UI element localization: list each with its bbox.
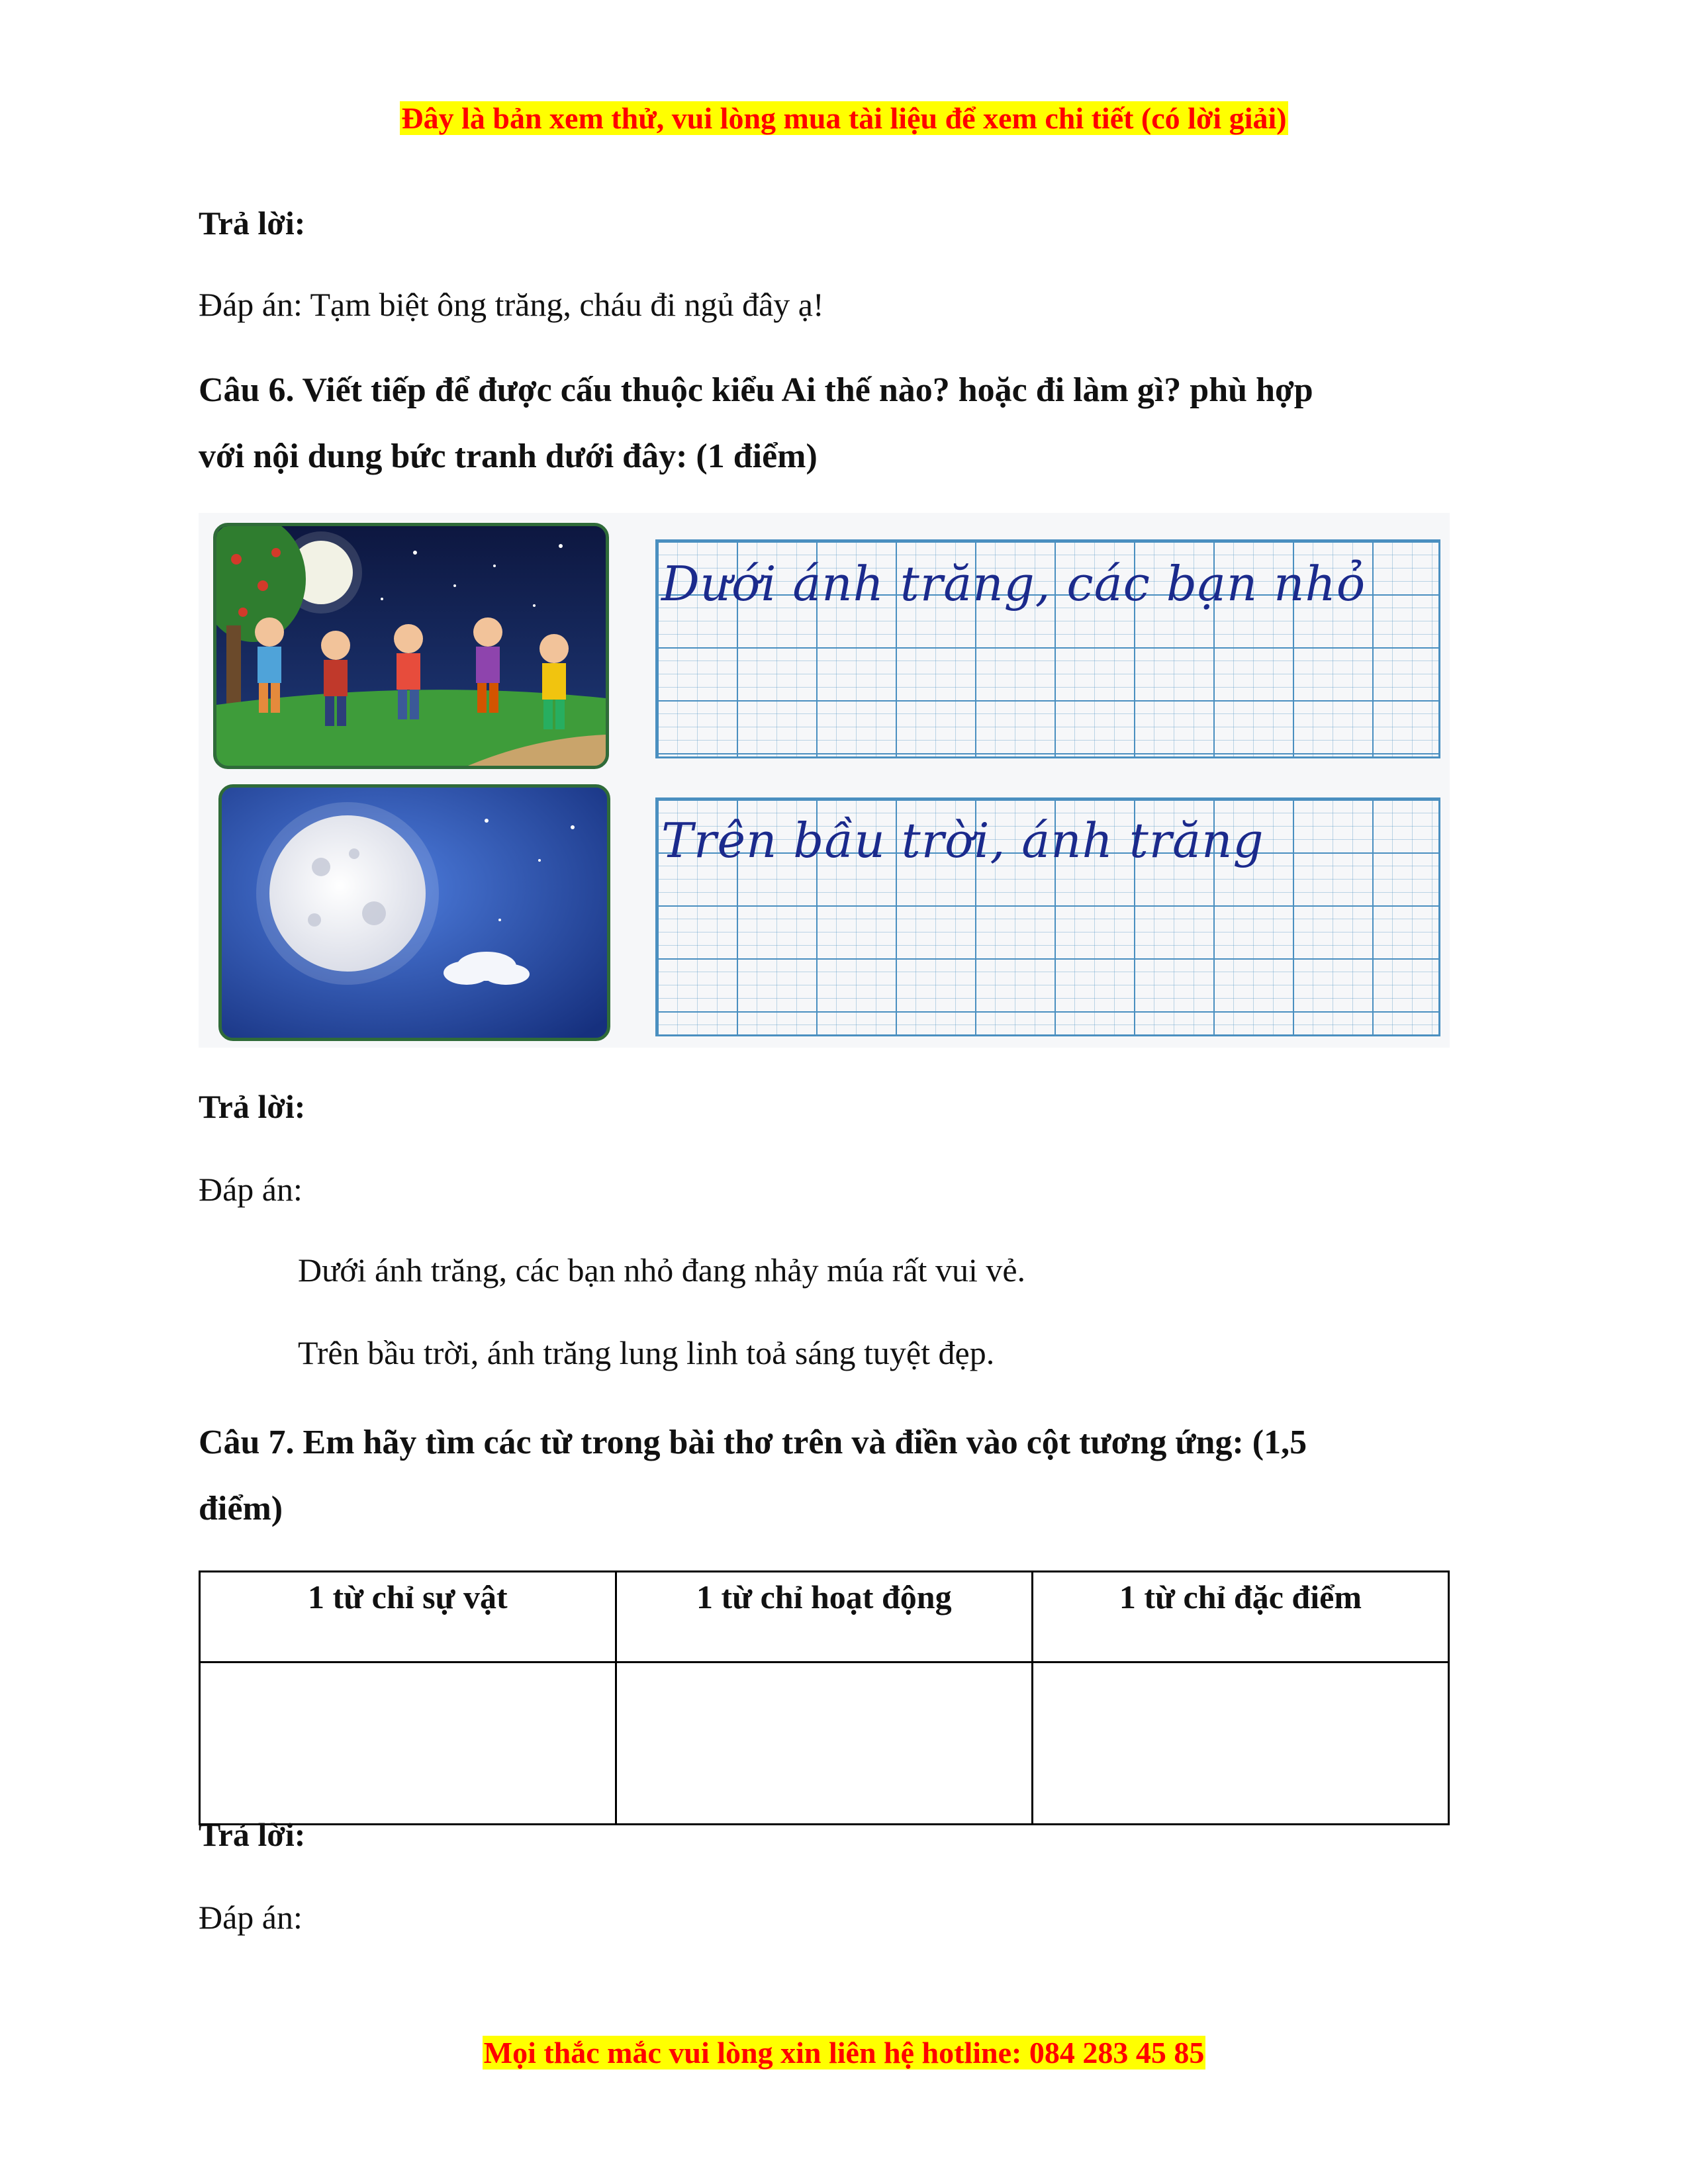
question-6-illustration [199,513,1450,1048]
handwriting-line-2: Trên bầu trời, ánh trăng [661,813,1264,868]
word-table [199,1570,1450,1825]
answer-label-2: Trả lời: [199,1088,306,1125]
table-cell[interactable] [1032,1662,1448,1825]
question-7-line-2: điểm) [199,1490,283,1527]
footer-notice [0,2035,1688,2070]
table-row [200,1662,1449,1825]
handwriting-line-1: Dưới ánh trăng, các bạn nhỏ [661,556,1366,612]
table-cell[interactable] [616,1662,1032,1825]
answer-label-text-2: Đáp án: [199,1171,303,1208]
dancing-children-picture [213,523,609,769]
writing-grid-top [655,539,1440,758]
full-moon-scene [222,788,607,1038]
question-6 [199,357,1456,490]
question-7-line-1: Câu 7. Em hãy tìm các từ trong bài thơ trên và điền vào cột tương ứng: (1,5 [199,1424,1307,1461]
answer-label: Trả lời: [199,205,306,242]
dancing-children-scene [216,526,606,766]
table-header-cell: 1 từ chỉ đặc điểm [1032,1572,1448,1662]
answer-label-text-3: Đáp án: [199,1899,303,1936]
table-cell[interactable] [200,1662,616,1825]
answer-label-3: Trả lời: [199,1816,306,1853]
full-moon-picture [218,784,610,1041]
table-header-cell: 1 từ chỉ sự vật [200,1572,616,1662]
question-6-line-1: Câu 6. Viết tiếp để được cấu thuộc kiểu Ai thế nào? hoặc đi làm gì? phù hợp [199,371,1313,409]
answer-line-1: Dưới ánh trăng, các bạn nhỏ đang nhảy múa rất vui vẻ. [298,1251,1026,1289]
answer-line-2: Trên bầu trời, ánh trăng lung linh toả sáng tuyệt đẹp. [298,1334,995,1371]
table-header-cell: 1 từ chỉ hoạt động [616,1572,1032,1662]
writing-grid-bottom [655,797,1440,1036]
question-6-line-2: với nội dung bức tranh dưới đây: (1 điểm) [199,437,818,475]
header-notice [0,101,1688,136]
table-header-row [200,1572,1449,1662]
question-7 [199,1410,1456,1542]
header-notice-text: Đây là bản xem thử, vui lòng mua tài liệu để xem chi tiết (có lời giải) [401,101,1287,135]
answer-text: Đáp án: Tạm biệt ông trăng, cháu đi ngủ đây ạ! [199,286,824,323]
footer-notice-text: Mọi thắc mắc vui lòng xin liên hệ hotline: 084 283 45 85 [483,2036,1205,2070]
